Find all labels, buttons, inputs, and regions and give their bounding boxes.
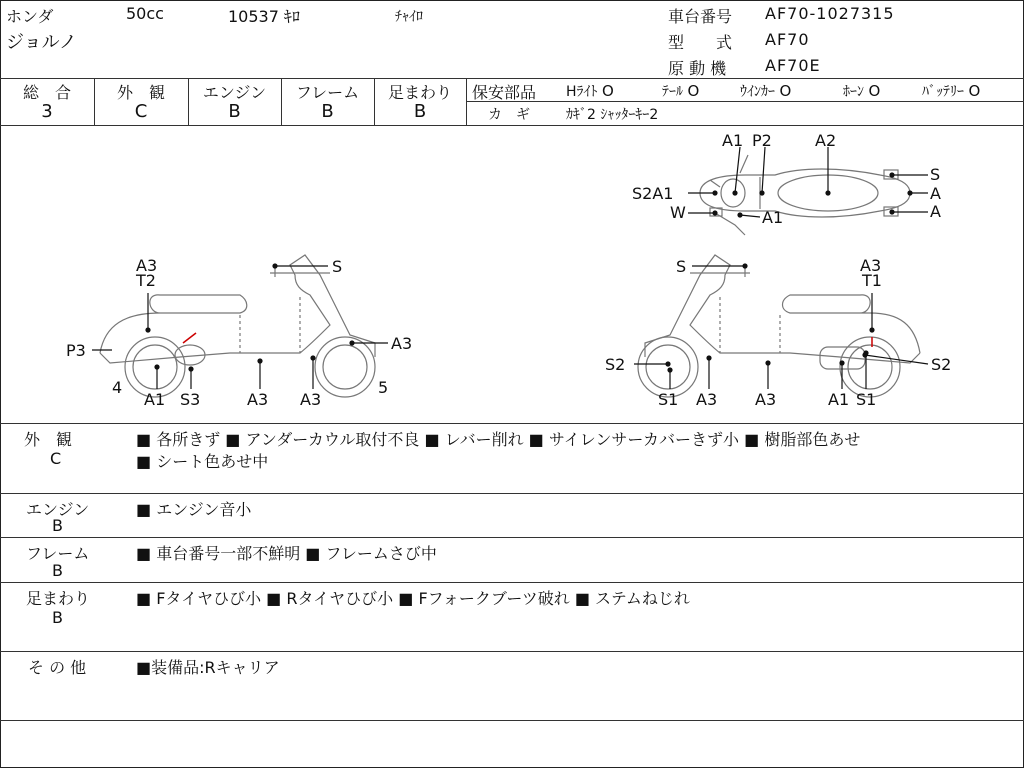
key-value: ｶｷﾞ2 ｼｬｯﾀｰｷｰ2 — [566, 107, 659, 123]
grade-suspension-value: B — [413, 101, 427, 122]
scooter-damage-diagram — [0, 125, 1024, 423]
color: ﾁｬｲﾛ — [395, 9, 423, 25]
label-left-s: S — [332, 257, 343, 276]
safety-label: 保安部品 — [472, 83, 537, 102]
remark-frame-grade: B — [52, 561, 63, 580]
grade-total-value: 3 — [41, 101, 53, 122]
grade-frame-label: フレーム — [295, 83, 360, 102]
grade-engine-value: B — [228, 101, 241, 122]
remark-other-line-1: ■装備品:Rキャリア — [136, 658, 280, 677]
remark-exterior-grade: C — [50, 449, 62, 468]
label-top-a-1: A — [930, 184, 941, 203]
grade-exterior-value: C — [134, 101, 148, 122]
label-right-s2-front: S2 — [605, 355, 626, 374]
safety-tail: ﾃｰﾙ O — [662, 82, 700, 100]
remark-suspension-category: 足まわり — [26, 589, 91, 608]
grade-engine-label: エンジン — [202, 83, 267, 102]
label-right-s1-front: S1 — [658, 390, 679, 409]
label-right-t1: T1 — [862, 271, 882, 290]
label-right-s1-rear: S1 — [856, 390, 877, 409]
safety-horn: ﾎｰﾝ O — [843, 82, 881, 100]
remark-engine-grade: B — [52, 516, 63, 535]
remark-other-category: そ の 他 — [28, 658, 87, 677]
remark-frame-line-1: ■ 車台番号一部不鮮明 ■ フレームさび中 — [136, 544, 437, 563]
grade-total-label: 総 合 — [22, 83, 71, 102]
remark-engine-category: エンジン — [26, 500, 90, 519]
label-left-p3: P3 — [66, 341, 86, 360]
label-top-s2a1: S2A1 — [632, 184, 674, 203]
label-left-t2: T2 — [136, 271, 156, 290]
type-value: AF70 — [765, 30, 810, 49]
label-right-a1: A1 — [828, 390, 850, 409]
label-top-s: S — [930, 165, 941, 184]
grade-exterior-label: 外 観 — [116, 83, 165, 102]
remark-suspension-line-1: ■ Fタイヤひび小 ■ Rタイヤひび小 ■ Fフォークブーツ破れ ■ ステムねじれ — [136, 589, 690, 608]
displacement: 50cc — [126, 4, 164, 23]
safety-battery: ﾊﾞｯﾃﾘｰ O — [922, 82, 981, 100]
remark-exterior-line-1: ■ 各所きず ■ アンダーカウル取付不良 ■ レバー削れ ■ サイレンサーカバーきず小 ■ 樹脂部色あせ — [136, 430, 861, 449]
safety-headlight: Hﾗｲﾄ O — [566, 82, 614, 100]
remark-suspension-grade: B — [52, 608, 63, 627]
mileage: 10537 ｷﾛ — [228, 7, 300, 26]
remark-frame-category: フレーム — [26, 544, 90, 563]
label-right-s2-rear: S2 — [931, 355, 952, 374]
safety-winker: ｳｲﾝｶｰ O — [740, 82, 792, 100]
label-right-a3-mid: A3 — [755, 390, 777, 409]
model-name: ジョルノ — [6, 32, 77, 53]
label-top-a1-2: A1 — [762, 208, 784, 227]
label-left-4: 4 — [112, 378, 123, 397]
label-left-s3: S3 — [180, 390, 201, 409]
frame-no-label: 車台番号 — [668, 7, 733, 26]
grade-suspension-label: 足まわり — [387, 83, 452, 102]
label-top-a-2: A — [930, 202, 941, 221]
label-left-a3-mid: A3 — [247, 390, 269, 409]
remark-engine-line-1: ■ エンジン音小 — [136, 500, 252, 519]
label-right-a3: A3 — [860, 256, 882, 275]
label-left-5: 5 — [378, 378, 389, 397]
grade-frame-value: B — [321, 101, 334, 122]
type-label: 型 式 — [668, 33, 733, 52]
label-top-w: W — [670, 203, 686, 222]
maker: ホンダ — [6, 7, 54, 26]
frame-no: AF70-1027315 — [765, 4, 895, 23]
label-left-a3-under: A3 — [300, 390, 322, 409]
label-left-a1: A1 — [144, 390, 166, 409]
label-right-a3-front: A3 — [696, 390, 718, 409]
remark-exterior-category: 外 観 — [24, 430, 73, 449]
engine-value: AF70E — [765, 56, 821, 75]
label-left-a3-rear: A3 — [391, 334, 413, 353]
label-top-p2: P2 — [752, 131, 772, 150]
scooter-top-view — [700, 155, 910, 235]
key-label: カ ギ — [488, 107, 530, 123]
engine-label: 原 動 機 — [668, 59, 727, 78]
label-top-a1: A1 — [722, 131, 744, 150]
label-right-s: S — [676, 257, 687, 276]
label-top-a2: A2 — [815, 131, 837, 150]
label-left-a3: A3 — [136, 256, 158, 275]
remark-exterior-line-2: ■ シート色あせ中 — [136, 452, 269, 471]
